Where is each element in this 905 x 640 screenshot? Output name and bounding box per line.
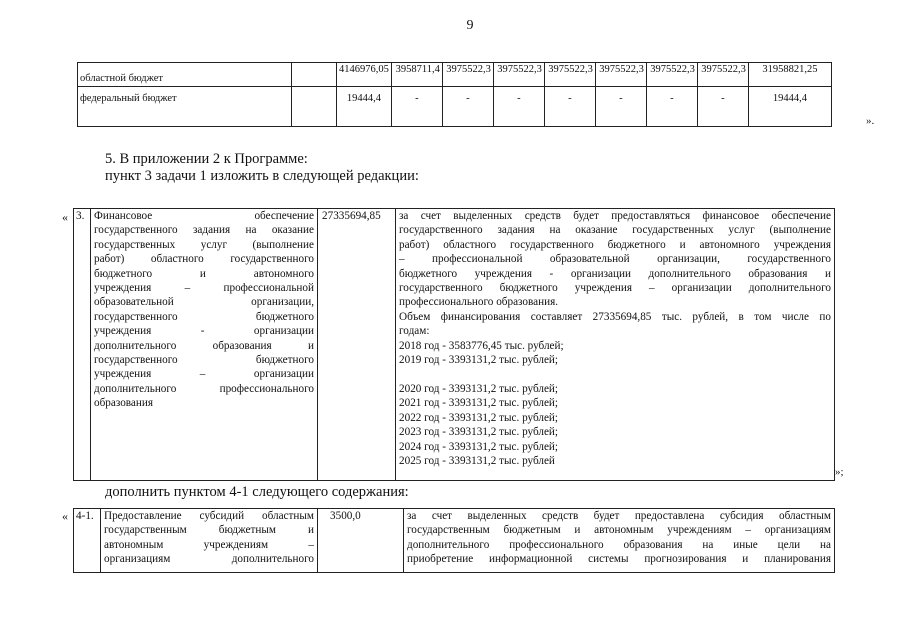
table-row bbox=[78, 87, 832, 127]
text-line: приобретение информационной системы прогнозирования и планирования bbox=[407, 553, 831, 566]
text-line: дополнительного профессионального образования на иные цели на bbox=[407, 538, 831, 551]
text-line: дополнительного профессионального bbox=[94, 382, 314, 395]
text-line: государственного задания на оказание государственных услуг (выполнение bbox=[399, 224, 831, 237]
item-number: 4-1. bbox=[74, 509, 101, 573]
open-quote: « bbox=[62, 509, 68, 523]
cell-value: 3975522,3 bbox=[697, 63, 748, 87]
text-line: 2023 год - 3393131,2 тыс. рублей; bbox=[399, 426, 559, 439]
text-line: 2022 год - 3393131,2 тыс. рублей; bbox=[399, 411, 559, 424]
text-line: 2020 год - 3393131,2 тыс. рублей; bbox=[399, 382, 559, 395]
cell-value: 19444,4 bbox=[337, 87, 392, 127]
page-number: 9 bbox=[466, 18, 474, 33]
text-line: работ) областного государственного bbox=[94, 253, 314, 266]
text-line: учреждения - организации bbox=[94, 325, 314, 338]
text-line: государственного бюджетного bbox=[94, 354, 314, 367]
text-line: профессионального образования. bbox=[399, 296, 559, 309]
text-line: государственным бюджетным и автономным учреждениям – организациям bbox=[407, 524, 831, 537]
table-row bbox=[78, 63, 832, 87]
cell-value: - bbox=[697, 87, 748, 127]
text-line: работ) областного государственного бюджетного и автономного учреждения bbox=[399, 238, 831, 251]
text-line: 2019 год - 3393131,2 тыс. рублей; bbox=[399, 354, 559, 367]
closing-mark: »; bbox=[835, 466, 844, 478]
text-line: бюджетного и автономного bbox=[94, 267, 314, 280]
text-line: дополнительного образования и bbox=[94, 339, 314, 352]
table-row bbox=[74, 509, 835, 573]
cell-value: - bbox=[544, 87, 595, 127]
text-line: Предоставление субсидий областным bbox=[104, 510, 314, 522]
heading-section-5: 5. В приложении 2 к Программе: bbox=[105, 151, 308, 167]
text-line: 2018 год - 3583776,45 тыс. рублей; bbox=[399, 339, 564, 352]
text-line bbox=[399, 367, 831, 381]
budget-table bbox=[77, 62, 832, 127]
cell-value: - bbox=[493, 87, 544, 127]
cell-value: 3975522,3 bbox=[544, 63, 595, 87]
text-line: Финансовое обеспечение bbox=[94, 210, 314, 222]
text-line: 2024 год - 3393131,2 тыс. рублей; bbox=[399, 440, 559, 453]
cell-value: 4146976,05 bbox=[337, 63, 392, 87]
text-line: государственного бюджетного bbox=[94, 310, 314, 323]
cell-total: 19444,4 bbox=[748, 87, 831, 127]
text-line: за счет выделенных средств будет предоставляться финансовое обеспечение bbox=[399, 210, 831, 222]
item-number: 3. bbox=[74, 209, 91, 481]
text-line: организациям дополнительного bbox=[104, 553, 314, 566]
text-line: государственных услуг (выполнение bbox=[94, 238, 314, 251]
cell-total: 31958821,25 bbox=[748, 63, 831, 87]
cell-value: 3975522,3 bbox=[442, 63, 493, 87]
text-line: учреждения – профессиональной bbox=[94, 282, 314, 295]
text-line: государственным бюджетным и bbox=[104, 524, 314, 537]
table-row bbox=[74, 209, 835, 481]
row-label: областной бюджет bbox=[78, 63, 292, 87]
text-line: Объем финансирования составляет 27335694,85 тыс. рублей, в том числе по bbox=[399, 310, 831, 323]
item-name bbox=[101, 509, 318, 573]
cell-value: 3958711,4 bbox=[391, 63, 442, 87]
cell-value: - bbox=[391, 87, 442, 127]
cell-value: - bbox=[442, 87, 493, 127]
item-amount: 27335694,85 bbox=[318, 209, 396, 481]
text-line: автономным учреждениям – bbox=[104, 538, 314, 551]
item-description bbox=[396, 209, 835, 481]
text-line: образовательной организации, bbox=[94, 296, 314, 309]
item-name bbox=[91, 209, 318, 481]
text-line: 2021 год - 3393131,2 тыс. рублей; bbox=[399, 397, 559, 410]
item-4-1-table bbox=[73, 508, 835, 573]
cell-value: - bbox=[595, 87, 646, 127]
cell-value: 3975522,3 bbox=[646, 63, 697, 87]
text-line: государственного бюджетного учреждения – организации дополнительного bbox=[399, 282, 831, 295]
heading-point-4-1: дополнить пунктом 4-1 следующего содержания: bbox=[105, 484, 409, 500]
open-quote: « bbox=[62, 210, 68, 224]
text-line: за счет выделенных средств будет предоставлена субсидия областным bbox=[407, 510, 831, 522]
row-label: федеральный бюджет bbox=[78, 87, 292, 127]
item-amount: 3500,0 bbox=[318, 509, 404, 573]
text-line: бюджетного учреждения - организации дополнительного образования и bbox=[399, 267, 831, 280]
closing-quote: ». bbox=[866, 115, 875, 127]
text-line: – профессиональной образовательной организации, государственного bbox=[399, 253, 831, 266]
item-3-table bbox=[73, 208, 835, 481]
text-line: образования bbox=[94, 397, 154, 410]
item-description bbox=[404, 509, 835, 573]
text-line: 2025 год - 3393131,2 тыс. рублей bbox=[399, 454, 555, 467]
cell-value: 3975522,3 bbox=[493, 63, 544, 87]
text-line: учреждения – организации bbox=[94, 368, 314, 381]
text-line: государственного задания на оказание bbox=[94, 224, 314, 237]
heading-point-3: пункт 3 задачи 1 изложить в следующей редакции: bbox=[105, 168, 419, 184]
text-line: годам: bbox=[399, 325, 430, 338]
cell-value: - bbox=[646, 87, 697, 127]
cell-value: 3975522,3 bbox=[595, 63, 646, 87]
